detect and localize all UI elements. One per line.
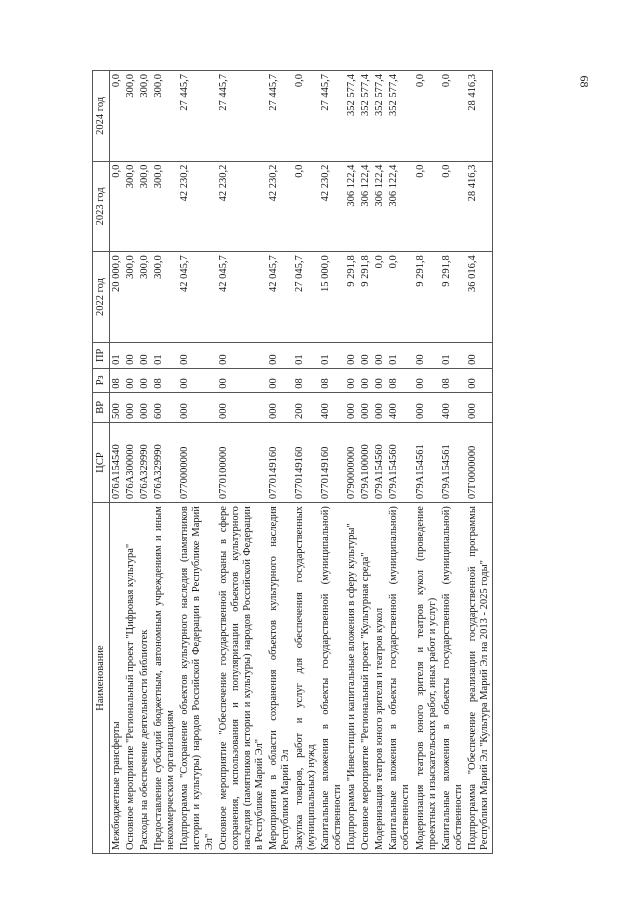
cell-rz: 00 — [345, 368, 359, 392]
cell-2023: 0,0 — [110, 161, 125, 252]
cell-2024: 300,0 — [138, 71, 152, 162]
header-pr: ПР — [93, 342, 110, 368]
header-csr: ЦСР — [93, 422, 110, 502]
cell-name: Подпрограмма "Обеспечение реализации государственной программы Республики Марий Эл "Культура Марий Эл на 2013 - 2025 годы" — [466, 503, 493, 854]
header-2024: 2024 год — [93, 71, 110, 162]
cell-pr: 00 — [359, 342, 373, 368]
cell-rz: 08 — [387, 368, 413, 392]
cell-csr: 0770149160 — [319, 422, 345, 502]
cell-2024: 0,0 — [440, 71, 466, 162]
cell-pr: 00 — [124, 342, 138, 368]
cell-vr: 000 — [373, 392, 387, 422]
cell-2022: 42 045,7 — [267, 252, 293, 343]
cell-2022: 0,0 — [387, 252, 413, 343]
table-row — [440, 71, 466, 854]
cell-2022: 15 000,0 — [319, 252, 345, 343]
cell-2023: 306 122,4 — [373, 161, 387, 252]
cell-csr: 076A329990 — [152, 422, 178, 502]
table-body — [110, 71, 493, 854]
cell-csr: 079A154561 — [414, 422, 440, 502]
cell-2024: 352 577,4 — [387, 71, 413, 162]
table-header — [93, 71, 110, 854]
cell-vr: 000 — [345, 392, 359, 422]
cell-vr: 200 — [293, 392, 319, 422]
cell-2023: 300,0 — [138, 161, 152, 252]
budget-table-container — [92, 70, 562, 854]
table-row — [359, 71, 373, 854]
cell-2023: 300,0 — [124, 161, 138, 252]
table-row — [387, 71, 413, 854]
cell-2022: 27 045,7 — [293, 252, 319, 343]
cell-name: Модернизация театров юного зрителя и театров кукол (проведение проектных и изыскательских работ, иных работ и услуг) — [414, 503, 440, 854]
cell-pr: 01 — [110, 342, 125, 368]
cell-2022: 9 291,8 — [359, 252, 373, 343]
cell-2024: 352 577,4 — [373, 71, 387, 162]
header-name: Наименование — [93, 503, 110, 854]
cell-vr: 000 — [267, 392, 293, 422]
table-row — [267, 71, 293, 854]
header-rz: Рз — [93, 368, 110, 392]
table-row — [152, 71, 178, 854]
cell-2024: 27 445,7 — [319, 71, 345, 162]
cell-2023: 42 230,2 — [178, 161, 216, 252]
cell-2024: 0,0 — [414, 71, 440, 162]
cell-name: Основное мероприятие "Региональный проект "Культурная среда" — [359, 503, 373, 854]
cell-name: Предоставление субсидий бюджетным, автономным учреждениям и иным некоммерческим организациям — [152, 503, 178, 854]
cell-rz: 08 — [110, 368, 125, 392]
cell-2024: 27 445,7 — [217, 71, 267, 162]
cell-2023: 306 122,4 — [387, 161, 413, 252]
cell-csr: 079A154560 — [373, 422, 387, 502]
cell-vr: 000 — [414, 392, 440, 422]
cell-pr: 00 — [178, 342, 216, 368]
cell-name: Межбюджетные трансферты — [110, 503, 125, 854]
cell-rz: 08 — [440, 368, 466, 392]
cell-vr: 000 — [217, 392, 267, 422]
cell-rz: 08 — [319, 368, 345, 392]
cell-2022: 0,0 — [373, 252, 387, 343]
cell-2023: 306 122,4 — [345, 161, 359, 252]
cell-vr: 000 — [359, 392, 373, 422]
cell-csr: 0770149160 — [293, 422, 319, 502]
table-row — [414, 71, 440, 854]
cell-name: Капитальные вложения в объекты государственной (муниципальной) собственности — [319, 503, 345, 854]
cell-vr: 000 — [124, 392, 138, 422]
cell-rz: 00 — [466, 368, 493, 392]
cell-2022: 20 000,0 — [110, 252, 125, 343]
cell-vr: 600 — [152, 392, 178, 422]
table-row — [217, 71, 267, 854]
cell-2024: 300,0 — [124, 71, 138, 162]
table-row — [138, 71, 152, 854]
cell-pr: 01 — [387, 342, 413, 368]
cell-2022: 300,0 — [124, 252, 138, 343]
cell-rz: 00 — [359, 368, 373, 392]
cell-rz: 00 — [124, 368, 138, 392]
header-2022: 2022 год — [93, 252, 110, 343]
cell-name: Капитальные вложения в объекты государственной (муниципальной) собственности — [387, 503, 413, 854]
cell-pr: 00 — [345, 342, 359, 368]
table-row — [373, 71, 387, 854]
table-row — [124, 71, 138, 854]
cell-csr: 079A154560 — [387, 422, 413, 502]
cell-2023: 0,0 — [440, 161, 466, 252]
cell-2023: 0,0 — [414, 161, 440, 252]
cell-rz: 00 — [178, 368, 216, 392]
cell-2024: 28 416,3 — [466, 71, 493, 162]
cell-pr: 01 — [440, 342, 466, 368]
table-row — [345, 71, 359, 854]
cell-2023: 42 230,2 — [319, 161, 345, 252]
cell-2024: 0,0 — [110, 71, 125, 162]
header-vr: ВР — [93, 392, 110, 422]
cell-2024: 352 577,4 — [345, 71, 359, 162]
cell-pr: 01 — [319, 342, 345, 368]
page-number: 68 — [577, 75, 592, 88]
cell-csr: 0770149160 — [267, 422, 293, 502]
cell-rz: 00 — [414, 368, 440, 392]
table-row — [178, 71, 216, 854]
cell-2023: 28 416,3 — [466, 161, 493, 252]
cell-csr: 076A300000 — [124, 422, 138, 502]
cell-2022: 9 291,8 — [345, 252, 359, 343]
rotated-page-frame — [92, 70, 562, 854]
cell-rz: 00 — [373, 368, 387, 392]
cell-2022: 9 291,8 — [440, 252, 466, 343]
cell-pr: 00 — [414, 342, 440, 368]
table-row — [293, 71, 319, 854]
cell-pr: 01 — [152, 342, 178, 368]
cell-pr: 00 — [217, 342, 267, 368]
cell-name: Модернизация театров юного зрителя и театров кукол — [373, 503, 387, 854]
cell-name: Мероприятия в области сохранения объектов культурного наследия Республики Марий Эл — [267, 503, 293, 854]
cell-rz: 00 — [217, 368, 267, 392]
cell-name: Подпрограмма "Инвестиции и капитальные вложения в сферу культуры" — [345, 503, 359, 854]
cell-pr: 01 — [293, 342, 319, 368]
cell-pr: 00 — [466, 342, 493, 368]
cell-name: Основное мероприятие "Обеспечение государственной охраны в сфере сохранения, использования и популяризации объектов культурного наследия (памятников истории и культуры) народов Российской Федерации в Республике Марий Эл" — [217, 503, 267, 854]
cell-csr: 079A100000 — [359, 422, 373, 502]
cell-rz: 00 — [138, 368, 152, 392]
table-row — [110, 71, 125, 854]
cell-2024: 0,0 — [293, 71, 319, 162]
cell-2023: 0,0 — [293, 161, 319, 252]
table-row — [319, 71, 345, 854]
cell-csr: 0770100000 — [217, 422, 267, 502]
cell-csr: 07Г0000000 — [466, 422, 493, 502]
cell-csr: 076A154540 — [110, 422, 125, 502]
cell-name: Капитальные вложения в объекты государственной (муниципальной) собственности — [440, 503, 466, 854]
cell-csr: 0770000000 — [178, 422, 216, 502]
cell-vr: 000 — [178, 392, 216, 422]
cell-pr: 00 — [138, 342, 152, 368]
cell-2022: 300,0 — [138, 252, 152, 343]
cell-vr: 500 — [110, 392, 125, 422]
cell-name: Закупка товаров, работ и услуг для обеспечения государственных (муниципальных) нужд — [293, 503, 319, 854]
cell-2024: 300,0 — [152, 71, 178, 162]
budget-table — [92, 70, 493, 854]
cell-name: Расходы на обеспечение деятельности библиотек — [138, 503, 152, 854]
cell-vr: 000 — [466, 392, 493, 422]
header-row — [93, 71, 110, 854]
cell-vr: 400 — [319, 392, 345, 422]
header-2023: 2023 год — [93, 161, 110, 252]
cell-2024: 27 445,7 — [267, 71, 293, 162]
cell-2023: 300,0 — [152, 161, 178, 252]
cell-name: Подпрограмма "Сохранение объектов культурного наследия (памятников истории и культуры) народов Российской Федерации в Республике Марий Эл" — [178, 503, 216, 854]
cell-2022: 300,0 — [152, 252, 178, 343]
cell-vr: 400 — [440, 392, 466, 422]
cell-2022: 42 045,7 — [217, 252, 267, 343]
cell-2022: 9 291,8 — [414, 252, 440, 343]
cell-rz: 00 — [267, 368, 293, 392]
cell-name: Основное мероприятие "Региональный проект "Цифровая культура" — [124, 503, 138, 854]
table-row — [466, 71, 493, 854]
cell-csr: 076A329990 — [138, 422, 152, 502]
cell-csr: 079A154561 — [440, 422, 466, 502]
cell-2023: 306 122,4 — [359, 161, 373, 252]
cell-2023: 42 230,2 — [267, 161, 293, 252]
cell-2023: 42 230,2 — [217, 161, 267, 252]
cell-rz: 08 — [293, 368, 319, 392]
cell-vr: 000 — [138, 392, 152, 422]
cell-csr: 0790000000 — [345, 422, 359, 502]
cell-2022: 42 045,7 — [178, 252, 216, 343]
cell-pr: 00 — [373, 342, 387, 368]
cell-2024: 27 445,7 — [178, 71, 216, 162]
cell-2024: 352 577,4 — [359, 71, 373, 162]
cell-vr: 400 — [387, 392, 413, 422]
cell-2022: 36 016,4 — [466, 252, 493, 343]
cell-rz: 08 — [152, 368, 178, 392]
cell-pr: 00 — [267, 342, 293, 368]
